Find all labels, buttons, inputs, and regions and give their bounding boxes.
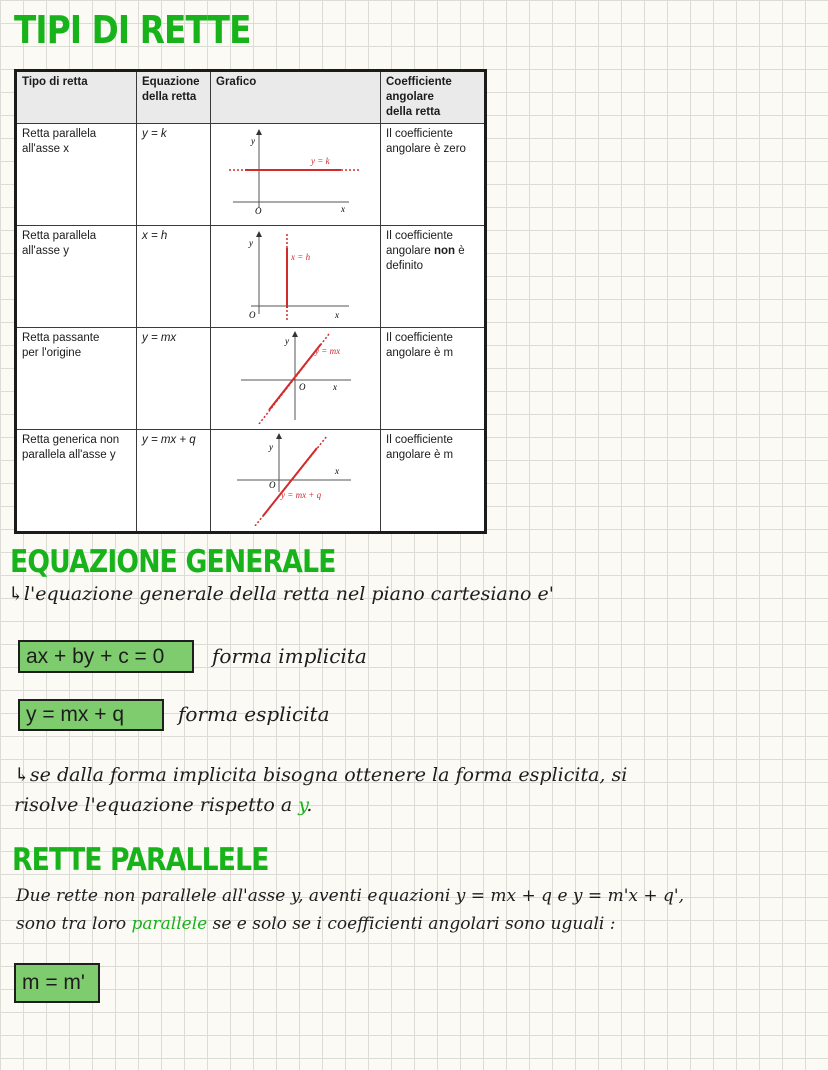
esplicita-label: forma esplicita [178, 702, 330, 726]
grafico-cell [211, 430, 381, 533]
graph-label: y = mx + q [281, 490, 322, 500]
graph-label: y = k [311, 156, 330, 166]
table-row [16, 226, 486, 328]
header-tipo: Tipo di retta [16, 71, 137, 124]
header-coefficiente: Coefficiente angolare della retta [381, 71, 486, 124]
table-header-row [16, 71, 486, 124]
parallele-formula-box [14, 963, 100, 1003]
coefficiente-text: Il coefficiente angolare [386, 230, 453, 257]
tipo-cell: Retta parallela all'asse y [16, 226, 137, 328]
origin-label: O [255, 206, 262, 216]
equazione-cell: y = k [137, 124, 211, 226]
implicita-formula-box [18, 640, 194, 673]
esplicita-formula-box [18, 699, 164, 731]
x-axis-label: x [341, 204, 345, 214]
page-title: TIPI DI RETTE [14, 8, 251, 52]
coefficiente-text: Il coefficiente angolare è zero [386, 128, 466, 155]
coefficiente-cell [381, 328, 486, 430]
graph-generic-line [211, 430, 379, 526]
x-axis-label: x [335, 310, 339, 320]
note-line-1: ↳se dalla forma implicita bisogna ottenere la forma esplicita, si [14, 764, 628, 786]
y-axis-label: y [249, 238, 253, 248]
note-line-2-end: . [306, 794, 313, 816]
table-row [16, 328, 486, 430]
coefficiente-text: Il coefficiente angolare è m [386, 434, 454, 461]
y-axis-label: y [285, 336, 289, 346]
note-line-2-text: risolve l'equazione rispetto a [14, 794, 299, 816]
esplicita-formula: y = mx + q [26, 703, 125, 726]
coefficiente-cell [381, 226, 486, 328]
tipo-cell: Retta parallela all'asse x [16, 124, 137, 226]
parallele-line-1: Due rette non parallele all'asse y, aventi equazioni y = mx + q e y = m'x + q', [16, 886, 684, 906]
section-title-equazione: EQUAZIONE GENERALE [10, 544, 336, 580]
coefficiente-bold: non [433, 245, 456, 257]
coefficiente-cell [381, 124, 486, 226]
graph-origin-line [211, 328, 379, 424]
note-line-2 [14, 794, 312, 816]
coefficiente-cell [381, 430, 486, 533]
rette-table [14, 69, 487, 534]
implicita-formula: ax + by + c = 0 [26, 644, 165, 668]
origin-label: O [299, 382, 306, 392]
coefficiente-text-end: è definito [386, 245, 465, 272]
section-title-parallele: RETTE PARALLELE [12, 842, 269, 878]
parallele-formula: m = m' [22, 971, 85, 994]
implicita-label: forma implicita [212, 644, 367, 668]
equazione-cell: y = mx + q [137, 430, 211, 533]
equazione-intro: ↳l'equazione generale della retta nel piano cartesiano e' [8, 583, 554, 605]
parallele-line-2 [16, 914, 615, 934]
header-grafico: Grafico [211, 71, 381, 124]
y-axis-label: y [251, 136, 255, 146]
origin-label: O [269, 480, 276, 490]
parallele-green-word: parallele [131, 914, 208, 934]
equazione-cell: x = h [137, 226, 211, 328]
grafico-cell [211, 124, 381, 226]
origin-label: O [249, 310, 256, 320]
graph-horizontal-line [211, 124, 379, 220]
graph-vertical-line [211, 226, 379, 322]
grafico-cell [211, 226, 381, 328]
tipo-cell: Retta passante per l'origine [16, 328, 137, 430]
coefficiente-text: Il coefficiente angolare è m [386, 332, 454, 359]
x-axis-label: x [335, 466, 339, 476]
parallele-line-2-text: sono tra loro [16, 914, 132, 934]
header-equazione: Equazione della retta [137, 71, 211, 124]
table-row [16, 430, 486, 533]
table-row [16, 124, 486, 226]
tipo-cell: Retta generica non parallela all'asse y [16, 430, 137, 533]
y-axis-label: y [269, 442, 273, 452]
x-axis-label: x [333, 382, 337, 392]
note-line-2-var: y [298, 794, 307, 816]
graph-label: y = mx [315, 346, 341, 356]
grafico-cell [211, 328, 381, 430]
equazione-cell: y = mx [137, 328, 211, 430]
parallele-line-2-end: se e solo se i coefficienti angolari sono uguali : [207, 914, 616, 934]
graph-label: x = h [291, 252, 311, 262]
